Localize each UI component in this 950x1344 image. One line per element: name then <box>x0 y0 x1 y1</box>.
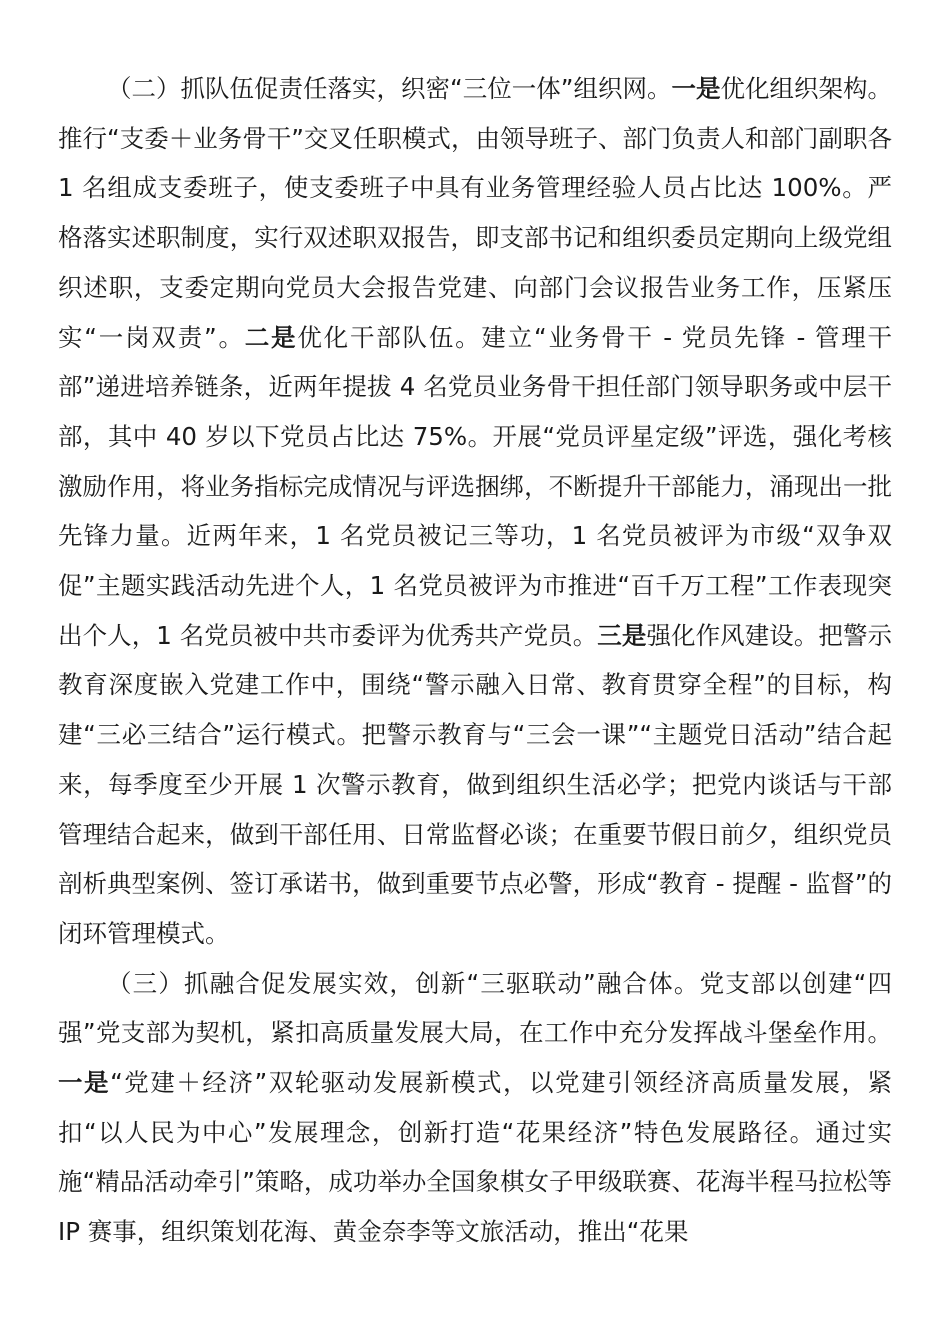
body-text: “党建＋经济”双轮驱动发展新模式，以党建引领经济高质量发展，紧扣“以人民为中心”发展理念，创新打造“花果经济”特色发展路径。通过实施“精品活动牵引”策略，成功举办全国象棋女子甲级联赛、花海半程马拉松等 IP 赛事，组织策划花海、黄金奈李等文旅活动，推出“花果 <box>58 1068 893 1247</box>
keyword-third: 三是 <box>597 620 647 650</box>
keyword-second: 二是 <box>244 322 298 352</box>
body-text: 优化干部队伍。建立“业务骨干 - 党员先锋 - 管理干部”递进培养链条，近两年提拔 4 名党员业务骨干担任部门领导职务或中层干部，其中 40 岁以下党员占比达 75%。开展“党员评星定级”评选，强化考核激励作用，将业务指标完成情况与评选捆绑，不断提升干部能力，涌现出一批先锋力量。近两年来，1 名党员被记三等功，1 名党员被评为市级“双争双促”主题实践活动先进个人，1 名党员被评为市推进“百千万工程”工作表现突出个人，1 名党员被中共市委评为优秀共产党员。 <box>58 322 892 650</box>
section-two-heading: （二）抓队伍促责任落实，织密“三位一体”组织网。 <box>107 74 672 103</box>
section-three-heading: （三）抓融合促发展实效，创新“三驱联动”融合体。党支部以创建“四强”党支部为契机，紧扣高质量发展大局，在工作中充分发挥战斗堡垒作用。 <box>58 968 892 1048</box>
body-text: 优化组织架构。推行“支委＋业务骨干”交叉任职模式，由领导班子、部门负责人和部门副职各 1 名组成支委班子，使支委班子中具有业务管理经验人员占比达 100%。严格落实述职制度，实行双述职双报告，即支部书记和组织委员定期向上级党组织述职，支委定期向党员大会报告党建、向部门会议报告业务工作，压紧压实“一岗双责”。 <box>58 74 893 352</box>
body-text: 强化作风建设。把警示教育深度嵌入党建工作中，围绕“警示融入日常、教育贯穿全程”的目标，构建“三必三结合”运行模式。把警示教育与“三会一课”“主题党日活动”结合起来，每季度至少开展 1 次警示教育，做到组织生活必学；把党内谈话与干部管理结合起来，做到干部任用、日常监督必谈；在重要节假日前夕，组织党员剖析典型案例、签订承诺书，做到重要节点必警，形成“教育 - 提醒 - 监督”的闭环管理模式。 <box>58 620 893 948</box>
paragraph-section-two <box>58 64 892 959</box>
document-page <box>58 64 892 1257</box>
paragraph-section-three <box>58 959 892 1257</box>
keyword-first: 一是 <box>58 1068 111 1098</box>
keyword-first: 一是 <box>671 74 721 103</box>
